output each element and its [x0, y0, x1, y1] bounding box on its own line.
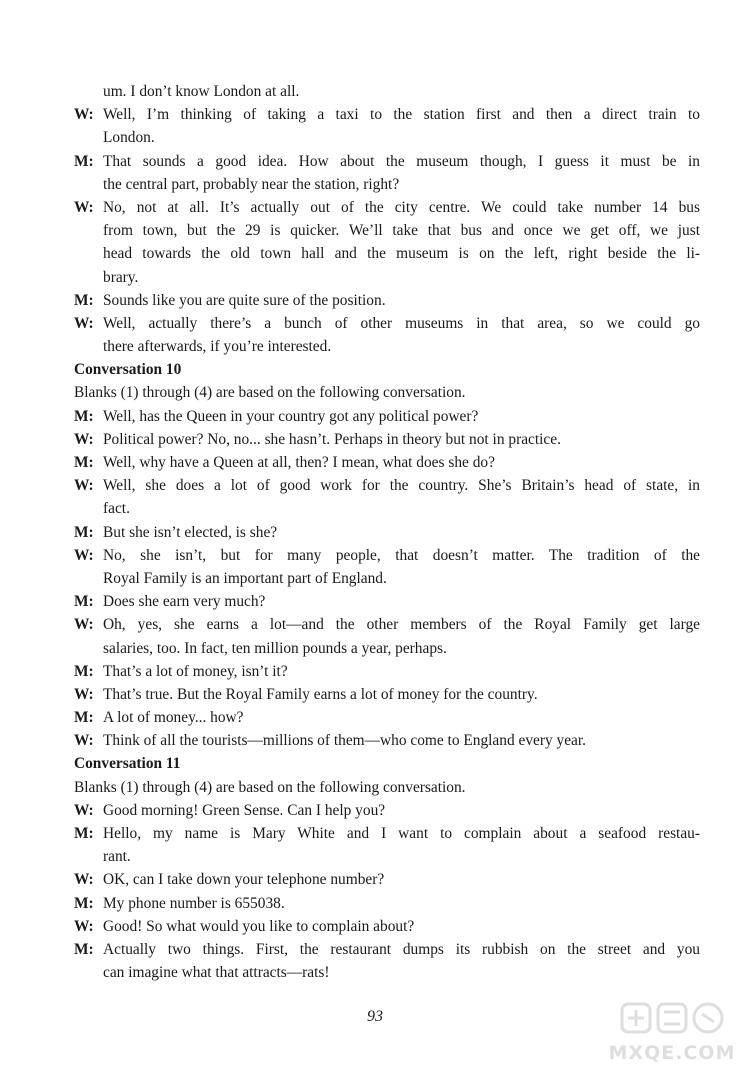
- watermark-text: MXQE.COM: [608, 1042, 736, 1064]
- continuation-line: head towards the old town hall and the museum is on the left, right beside the li-: [103, 245, 700, 263]
- dialogue-text: Does she earn very much?: [103, 593, 266, 611]
- dialogue-line: [74, 196, 700, 219]
- dialogue-text: Good! So what would you like to complain about?: [103, 917, 415, 935]
- dialogue-line: [74, 590, 700, 613]
- dialogue-text: Well, actually there’s a bunch of other museums in that area, so we could go: [103, 314, 700, 332]
- continuation-line: London.: [103, 129, 155, 147]
- dialogue-text: That sounds a good idea. How about the museum though, I guess it must be in: [103, 152, 700, 170]
- continuation-line: Royal Family is an important part of England.: [103, 569, 387, 587]
- dialogue-line: [74, 915, 700, 938]
- dialogue-line: [74, 405, 700, 428]
- dialogue-text: Well, I’m thinking of taking a taxi to the station first and then a direct train to: [103, 106, 700, 124]
- speaker-label: M:: [74, 291, 94, 309]
- speaker-label: M:: [74, 894, 94, 912]
- site-watermark: [606, 1000, 738, 1064]
- speaker-label: W:: [74, 801, 94, 819]
- dialogue-line: [74, 799, 700, 822]
- speaker-label: W:: [74, 732, 94, 750]
- speaker-label: W:: [74, 616, 94, 634]
- speaker-label: M:: [74, 825, 94, 842]
- dialogue-line: [74, 474, 700, 497]
- dialogue-line: [74, 451, 700, 474]
- dialogue-text: No, not at all. It’s actually out of the city centre. We could take number 14 bus: [103, 198, 700, 216]
- dialogue-text: Actually two things. First, the restaurant dumps its rubbish on the street and you: [103, 940, 700, 958]
- dialogue-line: [74, 312, 700, 335]
- speaker-label: M:: [74, 454, 94, 471]
- watermark-logo-icon: [620, 1000, 724, 1036]
- dialogue-text: OK, can I take down your telephone number?: [103, 871, 385, 889]
- speaker-label: M:: [74, 407, 94, 425]
- dialogue-text: That’s true. But the Royal Family earns a lot of money for the country.: [103, 685, 538, 703]
- dialogue-line: [74, 428, 700, 451]
- dialogue-line: [74, 892, 700, 915]
- speaker-label: W:: [74, 314, 94, 332]
- dialogue-text: No, she isn’t, but for many people, that doesn’t matter. The tradition of the: [103, 546, 700, 564]
- dialogue-line: [74, 289, 700, 312]
- dialogue-line: [74, 706, 700, 729]
- dialogue-text: But she isn’t elected, is she?: [103, 523, 278, 541]
- section-heading: Conversation 10: [74, 361, 182, 379]
- continuation-line: from town, but the 29 is quicker. We’ll take that bus and once we get off, we just: [103, 222, 700, 240]
- speaker-label: M:: [74, 593, 94, 611]
- dialogue-line: [74, 150, 700, 173]
- speaker-label: W:: [74, 106, 94, 124]
- page-number: 93: [367, 1008, 383, 1025]
- dialogue-text: Political power? No, no... she hasn’t. Perhaps in theory but not in practice.: [103, 430, 561, 448]
- dialogue-line: [74, 822, 700, 845]
- dialogue-text: Well, she does a lot of good work for the country. She’s Britain’s head of state, in: [103, 477, 700, 495]
- speaker-label: M:: [74, 523, 94, 541]
- instruction-line: Blanks (1) through (4) are based on the following conversation.: [74, 384, 466, 402]
- dialogue-line: [74, 521, 700, 544]
- dialogue-text: A lot of money... how?: [103, 709, 244, 727]
- dialogue-text: Think of all the tourists—millions of them—who come to England every year.: [103, 732, 587, 750]
- dialogue-text: That’s a lot of money, isn’t it?: [103, 662, 288, 680]
- speaker-label: W:: [74, 871, 94, 889]
- speaker-label: M:: [74, 709, 94, 727]
- continuation-line: um. I don’t know London at all.: [103, 83, 300, 100]
- dialogue-line: [74, 544, 700, 567]
- dialogue-line: [74, 938, 700, 961]
- continuation-line: there afterwards, if you’re interested.: [103, 338, 332, 356]
- dialogue-text: Hello, my name is Mary White and I want to complain about a seafood restau-: [103, 825, 700, 842]
- transcript-body: [74, 80, 700, 984]
- continuation-line: brary.: [103, 268, 139, 286]
- section-heading: Conversation 11: [74, 755, 181, 773]
- dialogue-text: Well, why have a Queen at all, then? I mean, what does she do?: [103, 454, 495, 471]
- continuation-line: fact.: [103, 500, 130, 518]
- dialogue-line: [74, 103, 700, 126]
- speaker-label: M:: [74, 152, 94, 170]
- dialogue-text: Well, has the Queen in your country got any political power?: [103, 407, 479, 425]
- speaker-label: W:: [74, 917, 94, 935]
- dialogue-line: [74, 613, 700, 636]
- speaker-label: W:: [74, 198, 94, 216]
- speaker-label: M:: [74, 940, 94, 958]
- dialogue-text: Sounds like you are quite sure of the position.: [103, 291, 386, 309]
- continuation-line: salaries, too. In fact, ten million pounds a year, perhaps.: [103, 639, 447, 657]
- dialogue-line: [74, 683, 700, 706]
- speaker-label: W:: [74, 477, 94, 495]
- continuation-line: can imagine what that attracts—rats!: [103, 964, 330, 982]
- dialogue-text: Oh, yes, she earns a lot—and the other members of the Royal Family get large: [103, 616, 700, 634]
- dialogue-text: My phone number is 655038.: [103, 894, 285, 912]
- dialogue-line: [74, 660, 700, 683]
- dialogue-line: [74, 868, 700, 891]
- continuation-line: rant.: [103, 848, 131, 866]
- speaker-label: W:: [74, 430, 94, 448]
- speaker-label: W:: [74, 685, 94, 703]
- instruction-line: Blanks (1) through (4) are based on the following conversation.: [74, 778, 466, 796]
- continuation-line: the central part, probably near the station, right?: [103, 175, 400, 193]
- dialogue-text: Good morning! Green Sense. Can I help you?: [103, 801, 386, 819]
- speaker-label: M:: [74, 662, 94, 680]
- speaker-label: W:: [74, 546, 94, 564]
- dialogue-line: [74, 729, 700, 752]
